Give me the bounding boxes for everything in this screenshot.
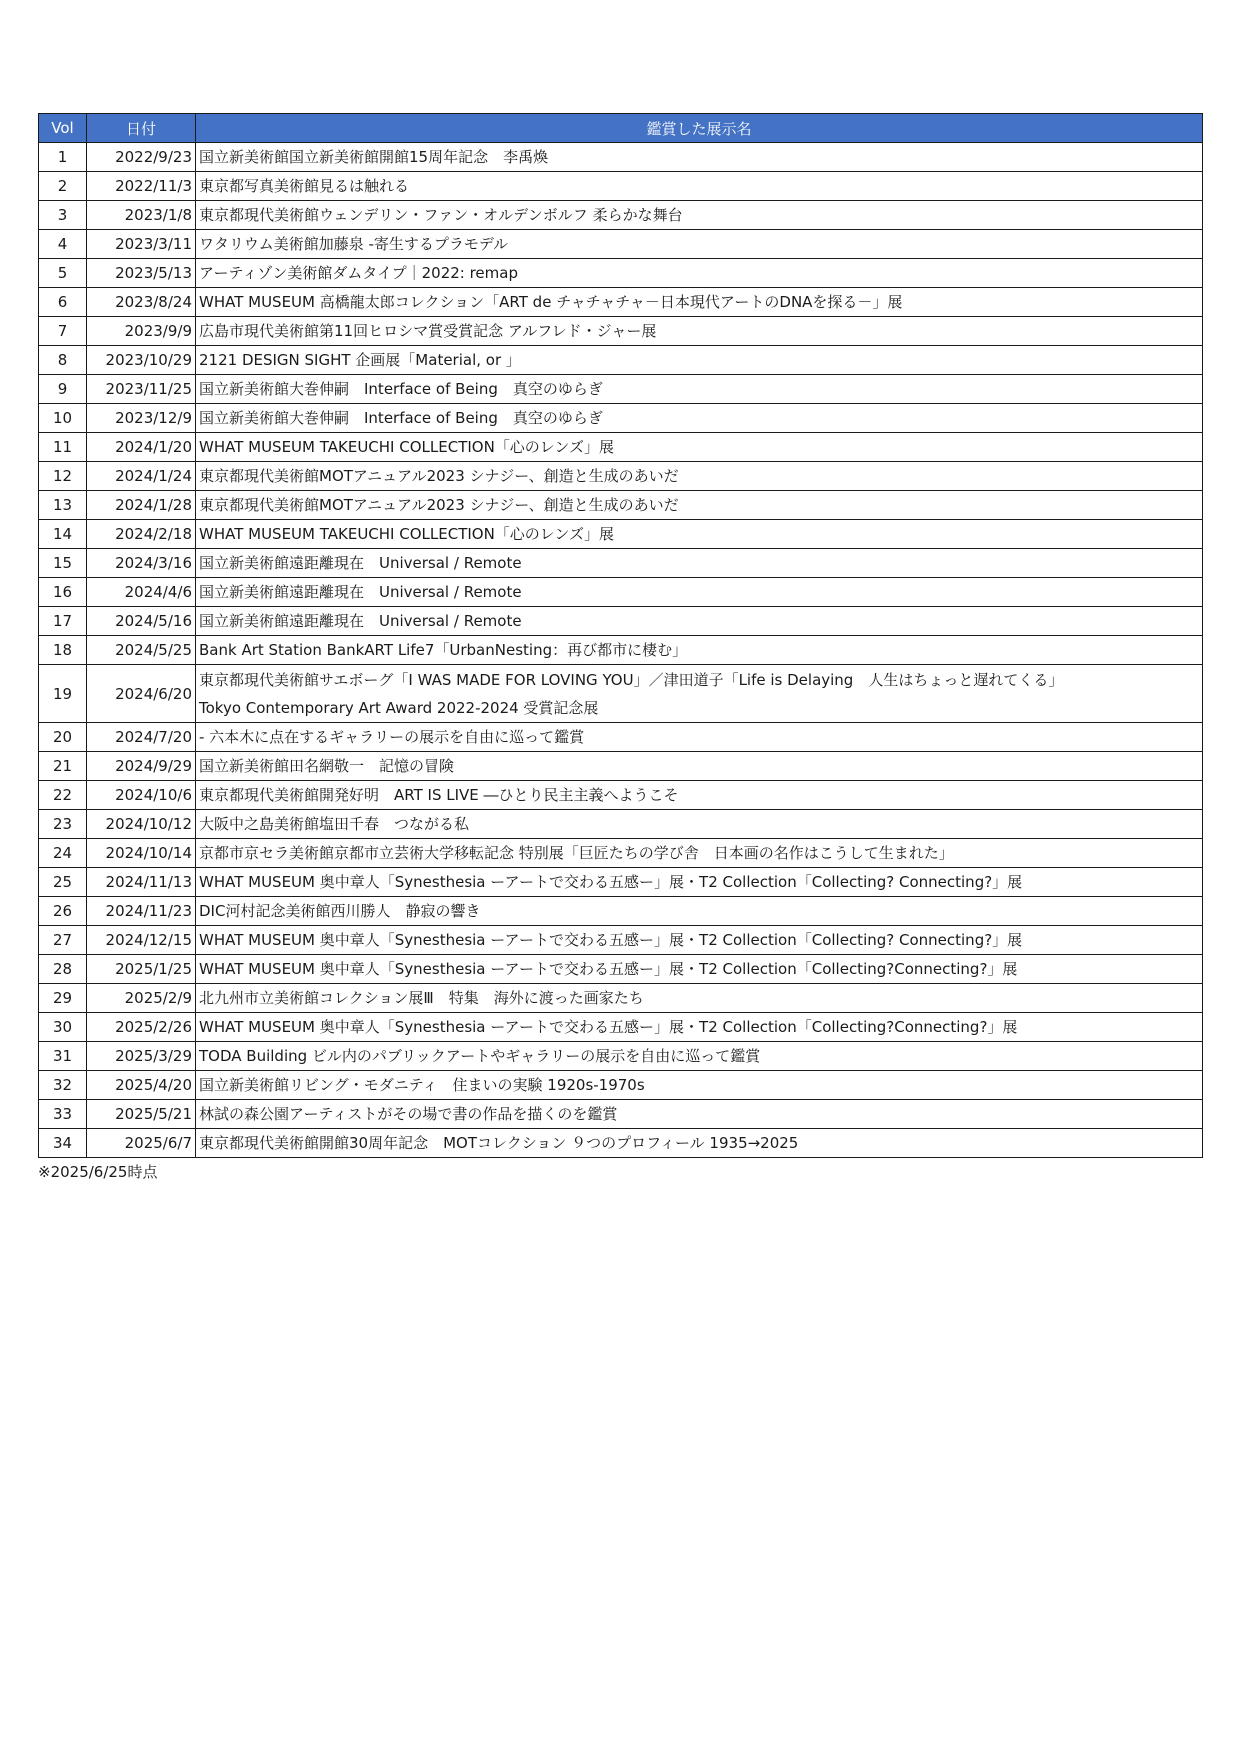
table-row [39, 230, 1203, 259]
exhibition-name-line: 国立新美術館遠距離現在 Universal / Remote [199, 583, 522, 601]
table-row [39, 781, 1203, 810]
exhibition-name-line: 2121 DESIGN SIGHT 企画展「Material, or 」 [199, 351, 521, 369]
cell-vol: 29 [39, 984, 87, 1013]
cell-vol: 16 [39, 578, 87, 607]
cell-exhibition-name [196, 723, 1203, 752]
cell-date: 2024/1/24 [87, 462, 196, 491]
cell-vol: 28 [39, 955, 87, 984]
exhibition-name-line: 東京都現代美術館サエボーグ「I WAS MADE FOR LOVING YOU」／津田道子「Life is Delaying 人生はちょっと遅れてくる」 [199, 670, 1064, 689]
cell-vol: 34 [39, 1129, 87, 1158]
cell-exhibition-name [196, 810, 1203, 839]
exhibition-name-line: 広島市現代美術館第11回ヒロシマ賞受賞記念 アルフレド・ジャー展 [199, 322, 657, 340]
table-row [39, 288, 1203, 317]
cell-date: 2024/5/16 [87, 607, 196, 636]
exhibition-name-line: ワタリウム美術館加藤泉 -寄生するプラモデル [199, 235, 509, 253]
cell-vol: 19 [39, 665, 87, 723]
cell-date: 2023/8/24 [87, 288, 196, 317]
cell-vol: 12 [39, 462, 87, 491]
exhibition-name-line: 東京都現代美術館開発好明 ART IS LIVE ―ひとり民主主義へようこそ [199, 786, 679, 804]
exhibition-name-line: 東京都写真美術館見るは触れる [199, 177, 410, 195]
cell-exhibition-name [196, 955, 1203, 984]
cell-exhibition-name [196, 201, 1203, 230]
cell-exhibition-name [196, 462, 1203, 491]
table-row [39, 143, 1203, 172]
cell-date: 2024/10/14 [87, 839, 196, 868]
exhibition-name-line: Bank Art Station BankART Life7「UrbanNesting：再び都市に棲む」 [199, 641, 688, 659]
table-row [39, 1042, 1203, 1071]
cell-date: 2025/6/7 [87, 1129, 196, 1158]
exhibition-name-line: DIC河村記念美術館西川勝人 静寂の響き [199, 902, 481, 920]
cell-date: 2023/5/13 [87, 259, 196, 288]
cell-exhibition-name [196, 1042, 1203, 1071]
cell-vol: 9 [39, 375, 87, 404]
exhibition-name-line: 国立新美術館田名網敬一 記憶の冒険 [199, 757, 455, 775]
cell-exhibition-name [196, 433, 1203, 462]
table-row [39, 491, 1203, 520]
cell-vol: 31 [39, 1042, 87, 1071]
cell-date: 2023/10/29 [87, 346, 196, 375]
cell-exhibition-name [196, 404, 1203, 433]
cell-vol: 27 [39, 926, 87, 955]
cell-vol: 18 [39, 636, 87, 665]
cell-vol: 21 [39, 752, 87, 781]
cell-vol: 33 [39, 1100, 87, 1129]
cell-exhibition-name [196, 143, 1203, 172]
cell-exhibition-name [196, 1071, 1203, 1100]
cell-date: 2024/2/18 [87, 520, 196, 549]
cell-exhibition-name [196, 520, 1203, 549]
table-header-row [39, 114, 1203, 143]
cell-exhibition-name [196, 868, 1203, 897]
cell-date: 2023/9/9 [87, 317, 196, 346]
cell-date: 2024/5/25 [87, 636, 196, 665]
cell-date: 2024/3/16 [87, 549, 196, 578]
cell-exhibition-name [196, 897, 1203, 926]
exhibition-name-line: 大阪中之島美術館塩田千春 つながる私 [199, 815, 470, 833]
table-row [39, 578, 1203, 607]
cell-vol: 20 [39, 723, 87, 752]
cell-vol: 4 [39, 230, 87, 259]
table-row [39, 346, 1203, 375]
exhibition-name-line: Tokyo Contemporary Art Award 2022-2024 受賞記念展 [199, 698, 599, 717]
table-row [39, 752, 1203, 781]
cell-date: 2024/12/15 [87, 926, 196, 955]
table-row [39, 868, 1203, 897]
cell-vol: 1 [39, 143, 87, 172]
table-row [39, 462, 1203, 491]
exhibition-name-line: 北九州市立美術館コレクション展Ⅲ 特集 海外に渡った画家たち [199, 989, 644, 1007]
cell-exhibition-name [196, 636, 1203, 665]
exhibition-name-line: 国立新美術館国立新美術館開館15周年記念 李禹煥 [199, 148, 549, 166]
table-body [39, 143, 1203, 1158]
cell-exhibition-name [196, 259, 1203, 288]
table-row [39, 723, 1203, 752]
cell-vol: 24 [39, 839, 87, 868]
cell-vol: 17 [39, 607, 87, 636]
cell-date: 2022/9/23 [87, 143, 196, 172]
cell-vol: 3 [39, 201, 87, 230]
exhibition-name-line: 東京都現代美術館MOTアニュアル2023 シナジー、創造と生成のあいだ [199, 496, 679, 514]
cell-date: 2025/2/26 [87, 1013, 196, 1042]
exhibition-table [38, 113, 1203, 1158]
cell-exhibition-name [196, 781, 1203, 810]
cell-vol: 7 [39, 317, 87, 346]
cell-vol: 25 [39, 868, 87, 897]
exhibition-name-line: TODA Building ビル内のパブリックアートやギャラリーの展示を自由に巡って鑑賞 [199, 1047, 761, 1065]
cell-date: 2024/11/23 [87, 897, 196, 926]
exhibition-name-line: 国立新美術館大巻伸嗣 Interface of Being 真空のゆらぎ [199, 380, 603, 398]
exhibition-name-line: 国立新美術館遠距離現在 Universal / Remote [199, 554, 522, 572]
exhibition-name-line: WHAT MUSEUM TAKEUCHI COLLECTION「心のレンズ」展 [199, 525, 614, 543]
table-row [39, 1129, 1203, 1158]
cell-exhibition-name [196, 346, 1203, 375]
exhibition-name-line: WHAT MUSEUM 奥中章人「Synesthesia ーアートで交わる五感ー」展・T2 Collection「Collecting?Connecting?」展 [199, 960, 1018, 978]
table-row [39, 810, 1203, 839]
cell-date: 2022/11/3 [87, 172, 196, 201]
cell-date: 2024/10/12 [87, 810, 196, 839]
table-row [39, 955, 1203, 984]
exhibition-name-line: 林試の森公園アーティストがその場で書の作品を描くのを鑑賞 [199, 1105, 618, 1123]
table-row [39, 984, 1203, 1013]
cell-date: 2025/2/9 [87, 984, 196, 1013]
table-row [39, 607, 1203, 636]
cell-exhibition-name [196, 665, 1203, 723]
cell-exhibition-name [196, 578, 1203, 607]
cell-vol: 23 [39, 810, 87, 839]
exhibition-name-line: WHAT MUSEUM TAKEUCHI COLLECTION「心のレンズ」展 [199, 438, 614, 456]
header-exhibition-name: 鑑賞した展示名 [196, 114, 1203, 143]
cell-exhibition-name [196, 752, 1203, 781]
cell-vol: 30 [39, 1013, 87, 1042]
cell-date: 2025/5/21 [87, 1100, 196, 1129]
table-row [39, 665, 1203, 723]
cell-vol: 5 [39, 259, 87, 288]
cell-date: 2023/12/9 [87, 404, 196, 433]
table-row [39, 520, 1203, 549]
exhibition-name-line: 東京都現代美術館ウェンデリン・ファン・オルデンボルフ 柔らかな舞台 [199, 206, 683, 224]
cell-vol: 32 [39, 1071, 87, 1100]
cell-exhibition-name [196, 375, 1203, 404]
footnote: ※2025/6/25時点 [38, 1163, 158, 1181]
cell-vol: 14 [39, 520, 87, 549]
exhibition-name-line: WHAT MUSEUM 奥中章人「Synesthesia ーアートで交わる五感ー」展・T2 Collection「Collecting? Connecting?」展 [199, 873, 1023, 891]
cell-exhibition-name [196, 491, 1203, 520]
exhibition-name-line: 国立新美術館大巻伸嗣 Interface of Being 真空のゆらぎ [199, 409, 603, 427]
table-row [39, 1071, 1203, 1100]
cell-vol: 22 [39, 781, 87, 810]
cell-date: 2024/7/20 [87, 723, 196, 752]
cell-exhibition-name [196, 549, 1203, 578]
header-date: 日付 [87, 114, 196, 143]
cell-date: 2024/1/20 [87, 433, 196, 462]
table-row [39, 1013, 1203, 1042]
cell-exhibition-name [196, 1129, 1203, 1158]
table-row [39, 897, 1203, 926]
table-row [39, 839, 1203, 868]
cell-vol: 15 [39, 549, 87, 578]
cell-date: 2023/3/11 [87, 230, 196, 259]
cell-date: 2024/1/28 [87, 491, 196, 520]
table-row [39, 549, 1203, 578]
exhibition-name-line: WHAT MUSEUM 奥中章人「Synesthesia ーアートで交わる五感ー」展・T2 Collection「Collecting?Connecting?」展 [199, 1018, 1018, 1036]
exhibition-name-line: 東京都現代美術館MOTアニュアル2023 シナジー、創造と生成のあいだ [199, 467, 679, 485]
cell-vol: 13 [39, 491, 87, 520]
cell-exhibition-name [196, 288, 1203, 317]
exhibition-table-container [38, 113, 1202, 1158]
cell-date: 2023/11/25 [87, 375, 196, 404]
table-row [39, 259, 1203, 288]
cell-date: 2025/1/25 [87, 955, 196, 984]
table-row [39, 172, 1203, 201]
cell-exhibition-name [196, 317, 1203, 346]
cell-vol: 6 [39, 288, 87, 317]
exhibition-name-line: 東京都現代美術館開館30周年記念 MOTコレクション ９つのプロフィール 1935→2025 [199, 1134, 799, 1152]
cell-vol: 11 [39, 433, 87, 462]
exhibition-name-line: 国立新美術館遠距離現在 Universal / Remote [199, 612, 522, 630]
table-row [39, 201, 1203, 230]
cell-exhibition-name [196, 1013, 1203, 1042]
cell-date: 2025/3/29 [87, 1042, 196, 1071]
cell-exhibition-name [196, 984, 1203, 1013]
cell-date: 2024/10/6 [87, 781, 196, 810]
cell-date: 2024/6/20 [87, 665, 196, 723]
exhibition-name-line: アーティゾン美術館ダムタイプ｜2022: remap [199, 264, 518, 282]
table-row [39, 317, 1203, 346]
cell-exhibition-name [196, 926, 1203, 955]
cell-date: 2025/4/20 [87, 1071, 196, 1100]
cell-vol: 8 [39, 346, 87, 375]
table-row [39, 1100, 1203, 1129]
table-row [39, 636, 1203, 665]
cell-date: 2024/11/13 [87, 868, 196, 897]
cell-exhibition-name [196, 172, 1203, 201]
table-row [39, 375, 1203, 404]
cell-exhibition-name [196, 839, 1203, 868]
cell-vol: 10 [39, 404, 87, 433]
cell-vol: 26 [39, 897, 87, 926]
table-row [39, 926, 1203, 955]
cell-vol: 2 [39, 172, 87, 201]
cell-date: 2023/1/8 [87, 201, 196, 230]
table-row [39, 404, 1203, 433]
exhibition-name-line: 国立新美術館リビング・モダニティ 住まいの実験 1920s-1970s [199, 1076, 645, 1094]
exhibition-name-line: - 六本木に点在するギャラリーの展示を自由に巡って鑑賞 [199, 728, 585, 746]
exhibition-name-line: 京都市京セラ美術館京都市立芸術大学移転記念 特別展「巨匠たちの学び舎 日本画の名作はこうして生まれた」 [199, 844, 954, 862]
cell-exhibition-name [196, 607, 1203, 636]
cell-exhibition-name [196, 1100, 1203, 1129]
cell-date: 2024/4/6 [87, 578, 196, 607]
exhibition-name-line: WHAT MUSEUM 高橋龍太郎コレクション「ART de チャチャチャ－日本現代アートのDNAを探る－」展 [199, 293, 903, 311]
cell-date: 2024/9/29 [87, 752, 196, 781]
exhibition-name-line: WHAT MUSEUM 奥中章人「Synesthesia ーアートで交わる五感ー」展・T2 Collection「Collecting? Connecting?」展 [199, 931, 1023, 949]
header-vol: Vol [39, 114, 87, 143]
table-row [39, 433, 1203, 462]
cell-exhibition-name [196, 230, 1203, 259]
